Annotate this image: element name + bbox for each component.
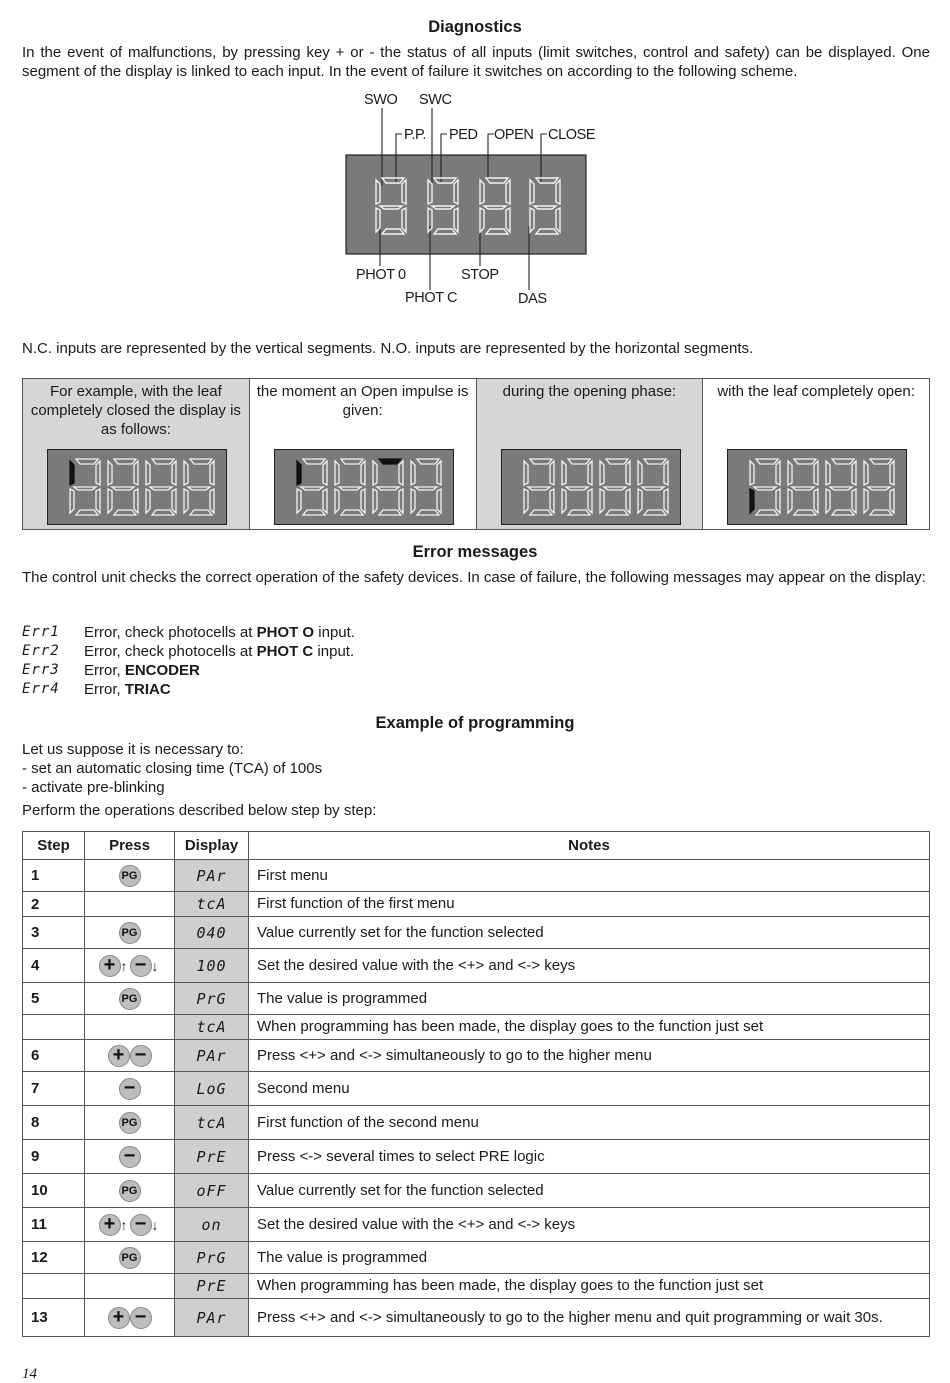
lcd-segment bbox=[588, 489, 592, 513]
lcd-segment bbox=[776, 461, 780, 485]
lcd-segment bbox=[341, 510, 363, 515]
lcd-segment bbox=[341, 459, 363, 464]
press-keys bbox=[85, 983, 175, 1015]
lcd-digit bbox=[864, 459, 894, 515]
lcd-segment bbox=[750, 461, 754, 485]
lcd-segment bbox=[868, 487, 890, 490]
label-close: CLOSE bbox=[548, 127, 596, 143]
lcd-digit bbox=[562, 459, 592, 515]
example-lcd-opening bbox=[501, 449, 681, 525]
lcd-segment bbox=[562, 489, 566, 513]
example-caption: For example, with the leaf completely closed the display is as follows: bbox=[30, 383, 241, 438]
lcd-segment bbox=[134, 461, 138, 485]
display-readout: on bbox=[175, 1208, 249, 1242]
lcd-segment bbox=[152, 510, 174, 515]
lcd-segment bbox=[776, 489, 780, 513]
lcd-segment bbox=[76, 510, 98, 515]
display-readout: oFF bbox=[175, 1174, 249, 1208]
lcd-segment bbox=[814, 489, 818, 513]
lcd-digit bbox=[524, 459, 554, 515]
lcd-segment bbox=[832, 510, 854, 515]
step-notes: First menu bbox=[249, 860, 930, 892]
plus-key-icon: + bbox=[108, 1307, 130, 1329]
display-readout: PAr bbox=[175, 860, 249, 892]
lcd-segment bbox=[550, 489, 554, 513]
step-notes: Press <+> and <-> simultaneously to go to the higher menu and quit programming or wait 30s. bbox=[249, 1299, 930, 1337]
lcd-segment bbox=[794, 459, 816, 464]
lcd-digit bbox=[750, 459, 780, 515]
programming-line: - activate pre-blinking bbox=[22, 779, 165, 796]
lcd-segment bbox=[644, 459, 666, 464]
lcd-segment bbox=[437, 489, 441, 513]
table-row bbox=[23, 1208, 930, 1242]
lcd-digit bbox=[70, 459, 100, 515]
step-number: 4 bbox=[23, 949, 85, 983]
lcd-segment bbox=[172, 489, 176, 513]
lcd-segment bbox=[297, 461, 301, 485]
example-lcd-closed bbox=[47, 449, 227, 525]
lcd-digit bbox=[373, 459, 403, 515]
lcd-segment bbox=[568, 510, 590, 515]
lcd-segment bbox=[890, 461, 894, 485]
press-keys bbox=[85, 1072, 175, 1106]
step-notes: Second menu bbox=[249, 1072, 930, 1106]
display-readout: LoG bbox=[175, 1072, 249, 1106]
lcd-segment bbox=[756, 510, 778, 515]
programming-line: - set an automatic closing time (TCA) of 100s bbox=[22, 760, 323, 777]
lcd-segment bbox=[864, 461, 868, 485]
step-number: 9 bbox=[23, 1140, 85, 1174]
lcd-segment bbox=[644, 510, 666, 515]
example-caption: during the opening phase: bbox=[502, 383, 677, 400]
lcd-segment bbox=[411, 489, 415, 513]
display-readout: tcA bbox=[175, 1015, 249, 1040]
minus-key-icon: − bbox=[119, 1146, 141, 1168]
step-notes: Value currently set for the function selected bbox=[249, 917, 930, 949]
table-row bbox=[23, 917, 930, 949]
table-row bbox=[23, 1242, 930, 1274]
lcd-segment bbox=[70, 489, 74, 513]
press-keys bbox=[85, 1242, 175, 1274]
lcd-segment bbox=[638, 461, 642, 485]
lcd-segment bbox=[373, 489, 377, 513]
table-row bbox=[23, 860, 930, 892]
display-readout: PrG bbox=[175, 983, 249, 1015]
lcd-segment bbox=[664, 461, 668, 485]
label-open: OPEN bbox=[494, 127, 534, 143]
lcd-segment bbox=[870, 510, 892, 515]
example-cell-open bbox=[703, 379, 929, 529]
display-readout: PrE bbox=[175, 1274, 249, 1299]
error-code: Err4 bbox=[22, 681, 60, 697]
press-keys bbox=[85, 1174, 175, 1208]
press-keys bbox=[85, 1274, 175, 1299]
lcd-segment bbox=[417, 510, 439, 515]
lcd-segment bbox=[150, 487, 172, 490]
diagnostics-intro: In the event of malfunctions, by pressing key + or - the status of all inputs (limit switches, control and safety) can be displayed. One segment of the display is linked to each input. In the event of failure it switches on according to the following scheme. bbox=[22, 44, 930, 80]
step-number: 5 bbox=[23, 983, 85, 1015]
label-phot-0: PHOT 0 bbox=[356, 267, 406, 283]
lcd-segment bbox=[750, 489, 754, 513]
step-number: 7 bbox=[23, 1072, 85, 1106]
example-caption: with the leaf completely open: bbox=[717, 383, 915, 400]
lcd-segment bbox=[373, 461, 377, 485]
label-ped: PED bbox=[449, 127, 478, 143]
error-description: Error, ENCODER bbox=[84, 662, 200, 679]
lcd-segment bbox=[361, 489, 365, 513]
example-cell-opening bbox=[477, 379, 704, 529]
step-number: 10 bbox=[23, 1174, 85, 1208]
display-readout: PAr bbox=[175, 1299, 249, 1337]
minus-key-icon: − bbox=[130, 955, 152, 977]
step-notes: Set the desired value with the <+> and <-> keys bbox=[249, 1208, 930, 1242]
step-number: 6 bbox=[23, 1040, 85, 1072]
lcd-segment bbox=[756, 459, 778, 464]
table-row bbox=[23, 1072, 930, 1106]
pg-key-icon: PG bbox=[119, 1112, 141, 1134]
pg-key-icon: PG bbox=[119, 1247, 141, 1269]
step-number: 2 bbox=[23, 892, 85, 917]
step-notes: When programming has been made, the display goes to the function just set bbox=[249, 1015, 930, 1040]
lcd-segment bbox=[172, 461, 176, 485]
label-phot-c: PHOT C bbox=[405, 290, 458, 306]
lcd-segment bbox=[114, 510, 136, 515]
lcd-segment bbox=[528, 487, 550, 490]
press-keys bbox=[85, 1208, 175, 1242]
lcd-segment bbox=[417, 459, 439, 464]
example-lcd-open-impulse bbox=[274, 449, 454, 525]
lcd-segment bbox=[566, 487, 588, 490]
lcd-segment bbox=[152, 459, 174, 464]
press-keys bbox=[85, 892, 175, 917]
example-caption: the moment an Open impulse is given: bbox=[256, 383, 469, 419]
lcd-segment bbox=[323, 461, 327, 485]
lcd-segment bbox=[190, 510, 212, 515]
display-readout: 100 bbox=[175, 949, 249, 983]
error-description: Error, check photocells at PHOT O input. bbox=[84, 624, 355, 641]
press-keys bbox=[85, 949, 175, 983]
lcd-segment bbox=[524, 489, 528, 513]
error-description: Error, TRIAC bbox=[84, 681, 171, 698]
minus-key-icon: − bbox=[119, 1078, 141, 1100]
minus-key-icon: − bbox=[130, 1214, 152, 1236]
lcd-segment bbox=[190, 459, 212, 464]
example-lcd-open bbox=[727, 449, 907, 525]
lcd-digit bbox=[146, 459, 176, 515]
press-keys bbox=[85, 1040, 175, 1072]
display-readout: PrG bbox=[175, 1242, 249, 1274]
arrow-down-icon: ↓ bbox=[151, 957, 159, 974]
lcd-segment bbox=[814, 461, 818, 485]
lcd-segment bbox=[788, 489, 792, 513]
step-number: 3 bbox=[23, 917, 85, 949]
table-row bbox=[23, 892, 930, 917]
lcd-segment bbox=[184, 461, 188, 485]
lcd-segment bbox=[754, 487, 776, 490]
table-header-row bbox=[23, 832, 930, 860]
lcd-digit bbox=[108, 459, 138, 515]
label-das: DAS bbox=[518, 291, 547, 307]
lcd-segment bbox=[210, 461, 214, 485]
lcd-segment bbox=[303, 510, 325, 515]
lcd-segment bbox=[335, 489, 339, 513]
table-row bbox=[23, 1174, 930, 1208]
press-keys bbox=[85, 1299, 175, 1337]
label-swc: SWC bbox=[419, 92, 452, 108]
pg-key-icon: PG bbox=[119, 988, 141, 1010]
example-cell-closed bbox=[23, 379, 250, 529]
display-readout: PrE bbox=[175, 1140, 249, 1174]
table-row bbox=[23, 983, 930, 1015]
lcd-digit bbox=[788, 459, 818, 515]
lcd-digit bbox=[638, 459, 668, 515]
arrow-down-icon: ↓ bbox=[151, 1216, 159, 1233]
error-description: Error, check photocells at PHOT C input. bbox=[84, 643, 355, 660]
lcd-segment bbox=[568, 459, 590, 464]
errors-intro: The control unit checks the correct operation of the safety devices. In case of failure, the following messages may appear on the display: bbox=[22, 569, 926, 586]
table-row bbox=[23, 1040, 930, 1072]
lcd-segment bbox=[792, 487, 814, 490]
lcd-segment bbox=[832, 459, 854, 464]
lcd-segment bbox=[664, 489, 668, 513]
step-notes: The value is programmed bbox=[249, 983, 930, 1015]
step-number: 13 bbox=[23, 1299, 85, 1337]
lcd-segment bbox=[626, 489, 630, 513]
lcd-segment bbox=[600, 461, 604, 485]
lcd-segment bbox=[638, 489, 642, 513]
display-readout: 040 bbox=[175, 917, 249, 949]
header-notes: Notes bbox=[249, 832, 930, 860]
programming-line: Perform the operations described below step by step: bbox=[22, 802, 377, 819]
error-code: Err3 bbox=[22, 662, 60, 678]
lcd-segment bbox=[826, 461, 830, 485]
lcd-segment bbox=[112, 487, 134, 490]
lcd-segment bbox=[76, 459, 98, 464]
display-readout: PAr bbox=[175, 1040, 249, 1072]
step-notes: First function of the second menu bbox=[249, 1106, 930, 1140]
pg-key-icon: PG bbox=[119, 865, 141, 887]
lcd-digit bbox=[826, 459, 856, 515]
lcd-segment bbox=[134, 489, 138, 513]
lcd-segment bbox=[377, 487, 399, 490]
minus-key-icon: − bbox=[130, 1307, 152, 1329]
lcd-segment bbox=[70, 461, 74, 485]
nc-note: N.C. inputs are represented by the vertical segments. N.O. inputs are represented by the horizontal segments. bbox=[22, 340, 754, 357]
programming-title: Example of programming bbox=[375, 714, 575, 732]
label-stop: STOP bbox=[461, 267, 499, 283]
lcd-segment bbox=[210, 489, 214, 513]
lcd-segment bbox=[604, 487, 626, 490]
press-keys bbox=[85, 1140, 175, 1174]
lcd-segment bbox=[399, 461, 403, 485]
display-readout: tcA bbox=[175, 892, 249, 917]
header-display: Display bbox=[175, 832, 249, 860]
lcd-segment bbox=[530, 510, 552, 515]
lcd-digit bbox=[600, 459, 630, 515]
table-row bbox=[23, 1106, 930, 1140]
lcd-segment bbox=[626, 461, 630, 485]
lcd-segment bbox=[146, 461, 150, 485]
lcd-segment bbox=[600, 489, 604, 513]
lcd-segment bbox=[146, 489, 150, 513]
example-displays-table bbox=[22, 378, 930, 530]
label-pp: P.P. bbox=[404, 127, 427, 143]
table-row bbox=[23, 1299, 930, 1337]
table-row bbox=[23, 1015, 930, 1040]
lcd-segment bbox=[335, 461, 339, 485]
lcd-segment bbox=[399, 489, 403, 513]
lcd-segment bbox=[301, 487, 323, 490]
lcd-digit bbox=[297, 459, 327, 515]
step-notes: Press <+> and <-> simultaneously to go to the higher menu bbox=[249, 1040, 930, 1072]
step-notes: The value is programmed bbox=[249, 1242, 930, 1274]
lcd-segment bbox=[794, 510, 816, 515]
step-notes: When programming has been made, the display goes to the function just set bbox=[249, 1274, 930, 1299]
lcd-segment bbox=[96, 461, 100, 485]
arrow-up-icon: ↑ bbox=[120, 1216, 128, 1233]
lcd-segment bbox=[530, 459, 552, 464]
step-number: 8 bbox=[23, 1106, 85, 1140]
programming-line: Let us suppose it is necessary to: bbox=[22, 741, 244, 758]
pg-key-icon: PG bbox=[119, 1180, 141, 1202]
diagnostic-diagram bbox=[330, 86, 630, 316]
lcd-segment bbox=[588, 461, 592, 485]
step-notes: Set the desired value with the <+> and <-> keys bbox=[249, 949, 930, 983]
lcd-segment bbox=[524, 461, 528, 485]
lcd-segment bbox=[108, 489, 112, 513]
lcd-segment bbox=[870, 459, 892, 464]
lcd-segment bbox=[339, 487, 361, 490]
lcd-segment bbox=[826, 489, 830, 513]
lcd-segment bbox=[852, 461, 856, 485]
error-code: Err2 bbox=[22, 643, 60, 659]
step-number bbox=[23, 1274, 85, 1299]
step-number: 12 bbox=[23, 1242, 85, 1274]
display-readout: tcA bbox=[175, 1106, 249, 1140]
lcd-segment bbox=[788, 461, 792, 485]
example-cell-open-impulse bbox=[250, 379, 477, 529]
programming-steps-table bbox=[22, 831, 930, 1337]
lcd-segment bbox=[303, 459, 325, 464]
lcd-segment bbox=[852, 489, 856, 513]
lcd-segment bbox=[830, 487, 852, 490]
minus-key-icon: − bbox=[130, 1045, 152, 1067]
page-number: 14 bbox=[22, 1366, 37, 1382]
error-code: Err1 bbox=[22, 624, 60, 640]
plus-key-icon: + bbox=[99, 1214, 121, 1236]
lcd-segment bbox=[411, 461, 415, 485]
arrow-up-icon: ↑ bbox=[120, 957, 128, 974]
lcd-segment bbox=[379, 510, 401, 515]
step-notes: Press <-> several times to select PRE logic bbox=[249, 1140, 930, 1174]
lcd-segment bbox=[188, 487, 210, 490]
table-row bbox=[23, 949, 930, 983]
plus-key-icon: + bbox=[99, 955, 121, 977]
press-keys bbox=[85, 860, 175, 892]
lcd-segment bbox=[74, 487, 96, 490]
lcd-segment bbox=[323, 489, 327, 513]
lcd-segment bbox=[562, 461, 566, 485]
lcd-segment bbox=[890, 489, 894, 513]
diagnostics-title: Diagnostics bbox=[428, 18, 522, 36]
lcd-segment bbox=[297, 489, 301, 513]
table-row bbox=[23, 1140, 930, 1174]
table-row bbox=[23, 1274, 930, 1299]
lcd-segment bbox=[606, 459, 628, 464]
header-step: Step bbox=[23, 832, 85, 860]
press-keys bbox=[85, 1106, 175, 1140]
press-keys bbox=[85, 1015, 175, 1040]
step-number bbox=[23, 1015, 85, 1040]
label-swo: SWO bbox=[364, 92, 398, 108]
step-notes: Value currently set for the function selected bbox=[249, 1174, 930, 1208]
lcd-segment bbox=[415, 487, 437, 490]
lcd-segment bbox=[96, 489, 100, 513]
errors-title: Error messages bbox=[412, 543, 538, 561]
step-notes: First function of the first menu bbox=[249, 892, 930, 917]
lcd-segment bbox=[437, 461, 441, 485]
lcd-segment bbox=[108, 461, 112, 485]
lcd-segment bbox=[642, 487, 664, 490]
press-keys bbox=[85, 917, 175, 949]
lcd-segment bbox=[361, 461, 365, 485]
step-number: 1 bbox=[23, 860, 85, 892]
lcd-segment bbox=[114, 459, 136, 464]
plus-key-icon: + bbox=[108, 1045, 130, 1067]
lcd-segment bbox=[550, 461, 554, 485]
step-number: 11 bbox=[23, 1208, 85, 1242]
lcd-digit bbox=[184, 459, 214, 515]
lcd-segment bbox=[184, 489, 188, 513]
lcd-digit bbox=[411, 459, 441, 515]
lcd-segment bbox=[379, 459, 401, 464]
header-press: Press bbox=[85, 832, 175, 860]
lcd-digit bbox=[335, 459, 365, 515]
pg-key-icon: PG bbox=[119, 922, 141, 944]
lcd-segment bbox=[864, 489, 868, 513]
lcd-segment bbox=[606, 510, 628, 515]
